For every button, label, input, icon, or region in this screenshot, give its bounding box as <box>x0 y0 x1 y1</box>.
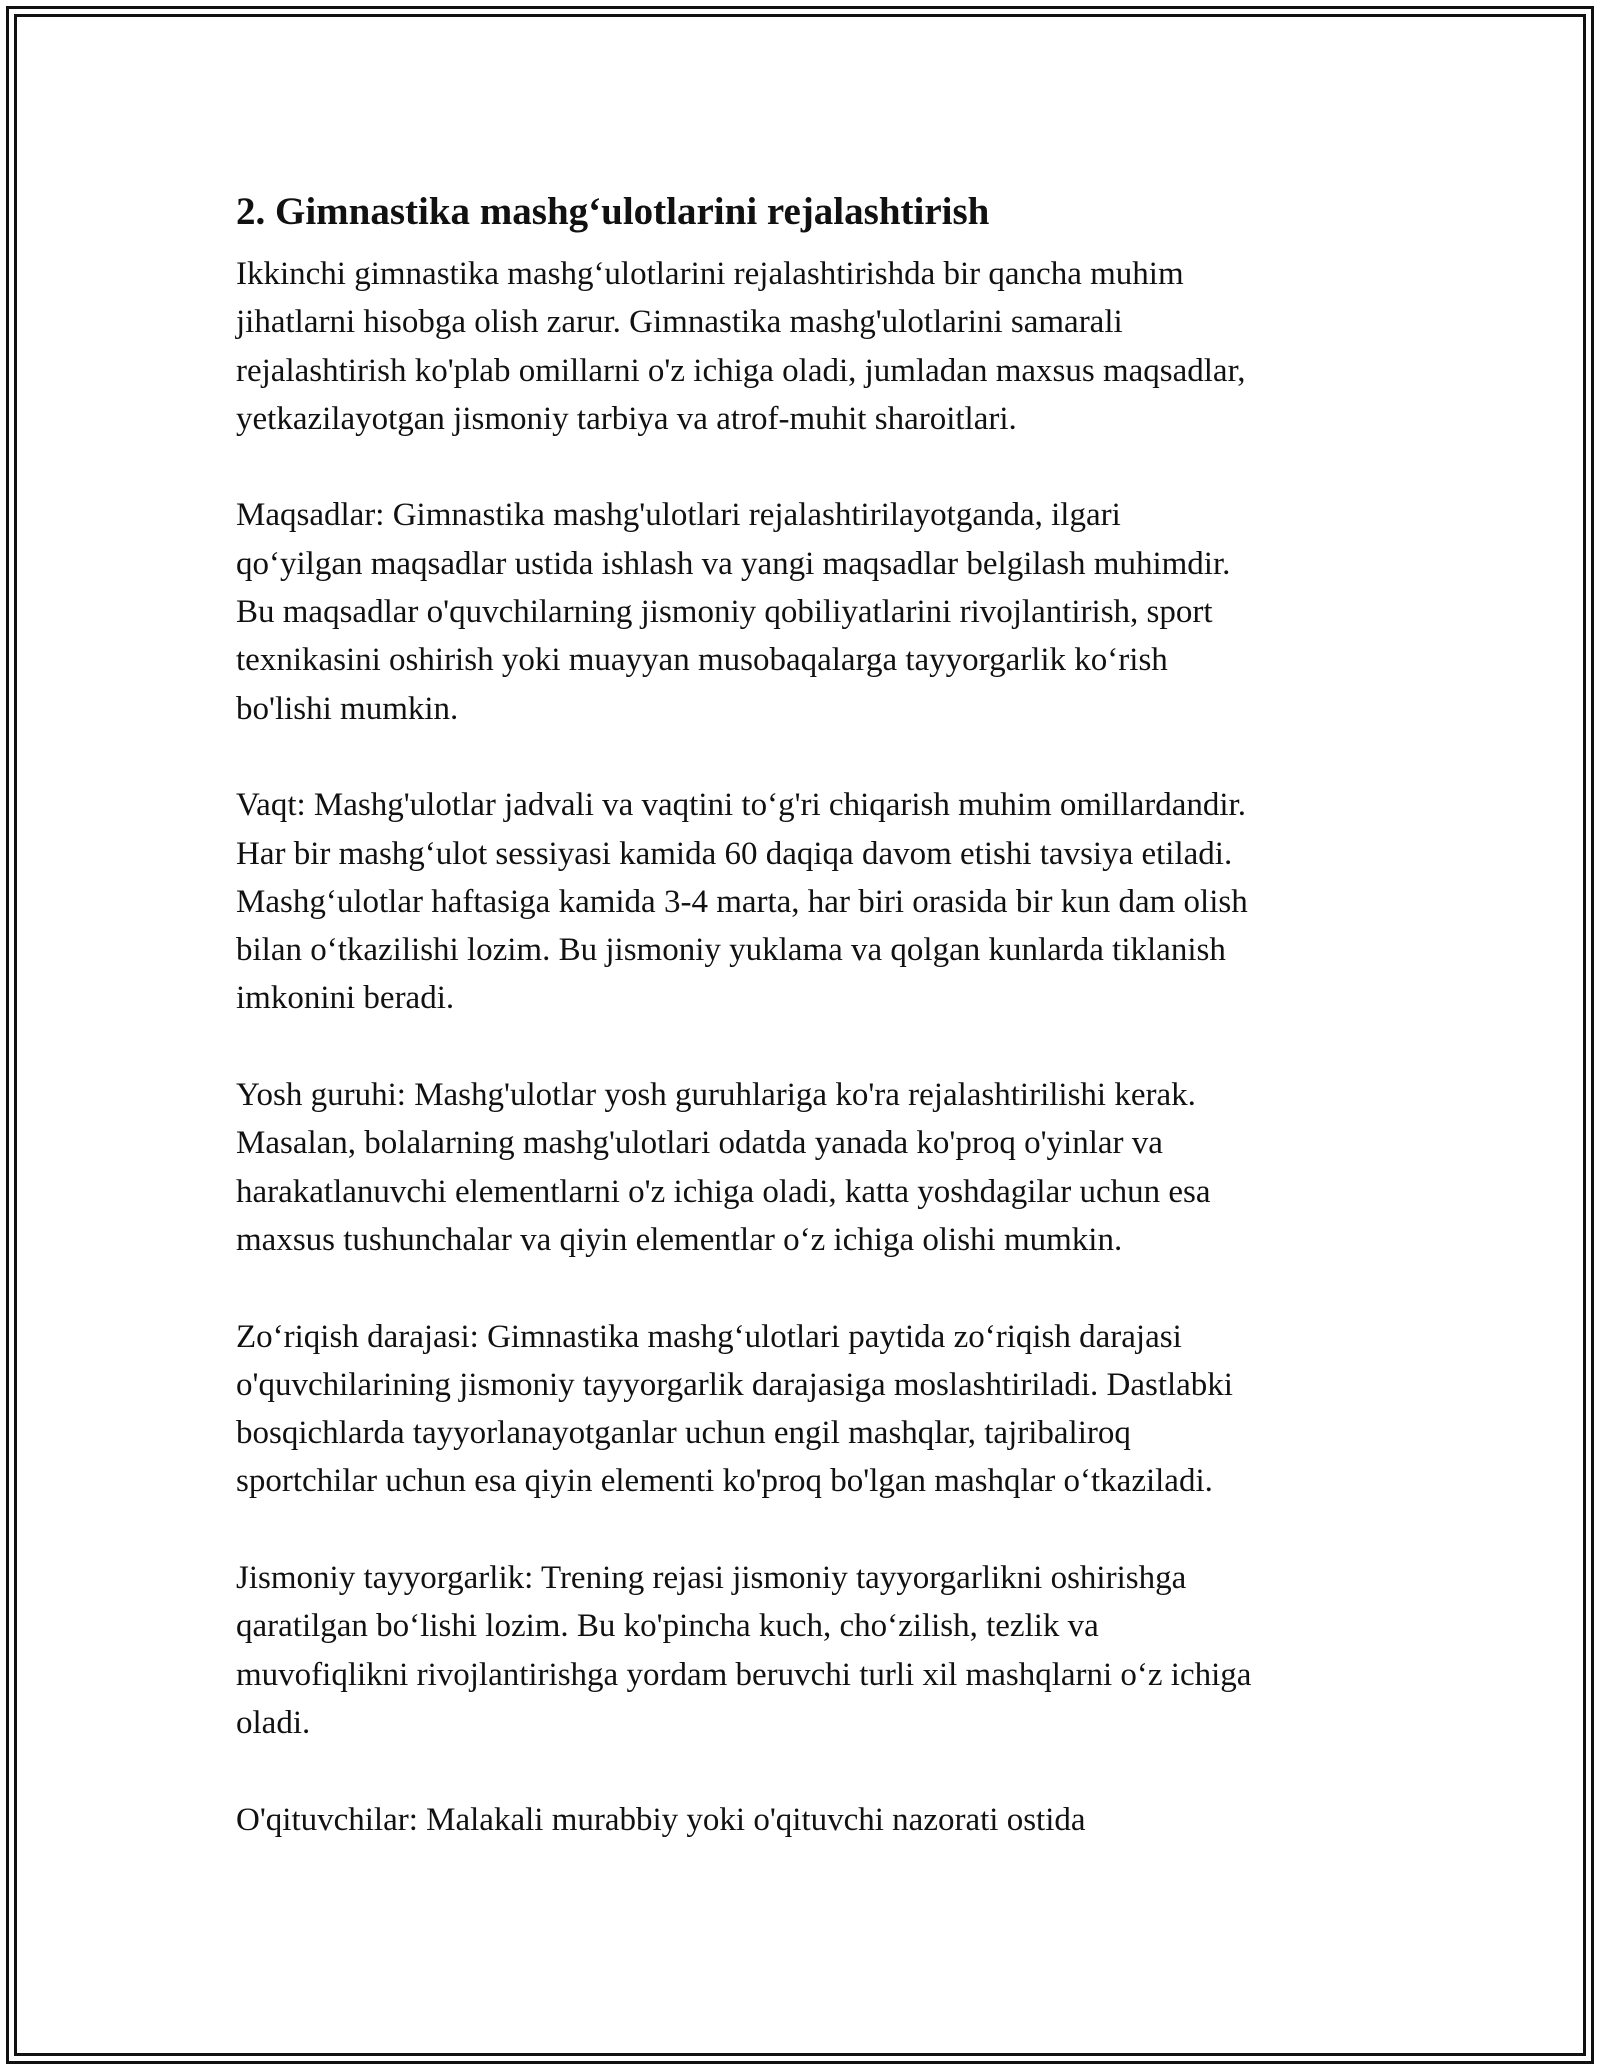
text-line: O'qituvchilar: Malakali murabbiy yoki o'qituvchi nazorati ostida <box>236 1801 1086 1838</box>
text-line: jihatlarni hisobga olish zarur. Gimnastika mashg'ulotlarini samarali <box>236 304 1123 341</box>
text-line: Bu maqsadlar o'quvchilarning jismoniy qobiliyatlarini rivojlantirish, sport <box>236 594 1213 631</box>
text-line: bo'lishi mumkin. <box>236 690 459 727</box>
text-line: Har bir mashgʻulot sessiyasi kamida 60 daqiqa davom etishi tavsiya etiladi. <box>236 835 1233 872</box>
paragraph-intro <box>236 250 1386 443</box>
paragraph-intensity <box>236 1313 1386 1506</box>
text-line: bosqichlarda tayyorlanayotganlar uchun engil mashqlar, tajribaliroq <box>236 1415 1131 1452</box>
text-line: Vaqt: Mashg'ulotlar jadvali va vaqtini toʻg'ri chiqarish muhim omillardandir. <box>236 787 1246 824</box>
paragraph-age-group <box>236 1071 1386 1264</box>
text-line: muvofiqlikni rivojlantirishga yordam beruvchi turli xil mashqlarni oʻz ichiga <box>236 1656 1252 1693</box>
text-line: qoʻyilgan maqsadlar ustida ishlash va yangi maqsadlar belgilash muhimdir. <box>236 545 1231 582</box>
text-line: Mashgʻulotlar haftasiga kamida 3-4 marta, har biri orasida bir kun dam olish <box>236 883 1248 920</box>
paragraph-time <box>236 781 1386 1022</box>
text-line: yetkazilayotgan jismoniy tarbiya va atrof-muhit sharoitlari. <box>236 400 1017 437</box>
text-line: harakatlanuvchi elementlarni o'z ichiga oladi, katta yoshdagilar uchun esa <box>236 1173 1211 1210</box>
paragraph-teachers <box>236 1796 1386 1844</box>
paragraph-goals <box>236 491 1386 732</box>
text-line: Jismoniy tayyorgarlik: Trening rejasi jismoniy tayyorgarlikni oshirishga <box>236 1560 1187 1597</box>
text-line: Zoʻriqish darajasi: Gimnastika mashgʻulotlari paytida zoʻriqish darajasi <box>236 1318 1182 1355</box>
text-line: sportchilar uchun esa qiyin elementi ko'proq bo'lgan mashqlar oʻtkaziladi. <box>236 1463 1213 1500</box>
text-line: texnikasini oshirish yoki muayyan musobaqalarga tayyorgarlik koʻrish <box>236 642 1168 679</box>
section-heading: 2. Gimnastika mashgʻulotlarini rejalashtirish <box>236 190 990 233</box>
text-line: rejalashtirish ko'plab omillarni o'z ichiga oladi, jumladan maxsus maqsadlar, <box>236 352 1246 389</box>
document-body <box>236 182 1386 1892</box>
text-line: qaratilgan boʻlishi lozim. Bu ko'pincha kuch, choʻzilish, tezlik va <box>236 1608 1099 1645</box>
text-line: o'quvchilarining jismoniy tayyorgarlik darajasiga moslashtiriladi. Dastlabki <box>236 1366 1233 1403</box>
text-line: bilan oʻtkazilishi lozim. Bu jismoniy yuklama va qolgan kunlarda tiklanish <box>236 932 1226 969</box>
text-line: oladi. <box>236 1704 311 1741</box>
text-line: Yosh guruhi: Mashg'ulotlar yosh guruhlariga ko'ra rejalashtirilishi kerak. <box>236 1077 1196 1114</box>
text-line: Ikkinchi gimnastika mashgʻulotlarini rejalashtirishda bir qancha muhim <box>236 256 1184 292</box>
text-line: Maqsadlar: Gimnastika mashg'ulotlari rejalashtirilayotganda, ilgari <box>236 497 1121 534</box>
paragraph-fitness <box>236 1554 1386 1747</box>
text-line: Masalan, bolalarning mashg'ulotlari odatda yanada ko'proq o'yinlar va <box>236 1125 1163 1162</box>
text-line: imkonini beradi. <box>236 980 455 1017</box>
text-line: maxsus tushunchalar va qiyin elementlar oʻz ichiga olishi mumkin. <box>236 1221 1123 1258</box>
